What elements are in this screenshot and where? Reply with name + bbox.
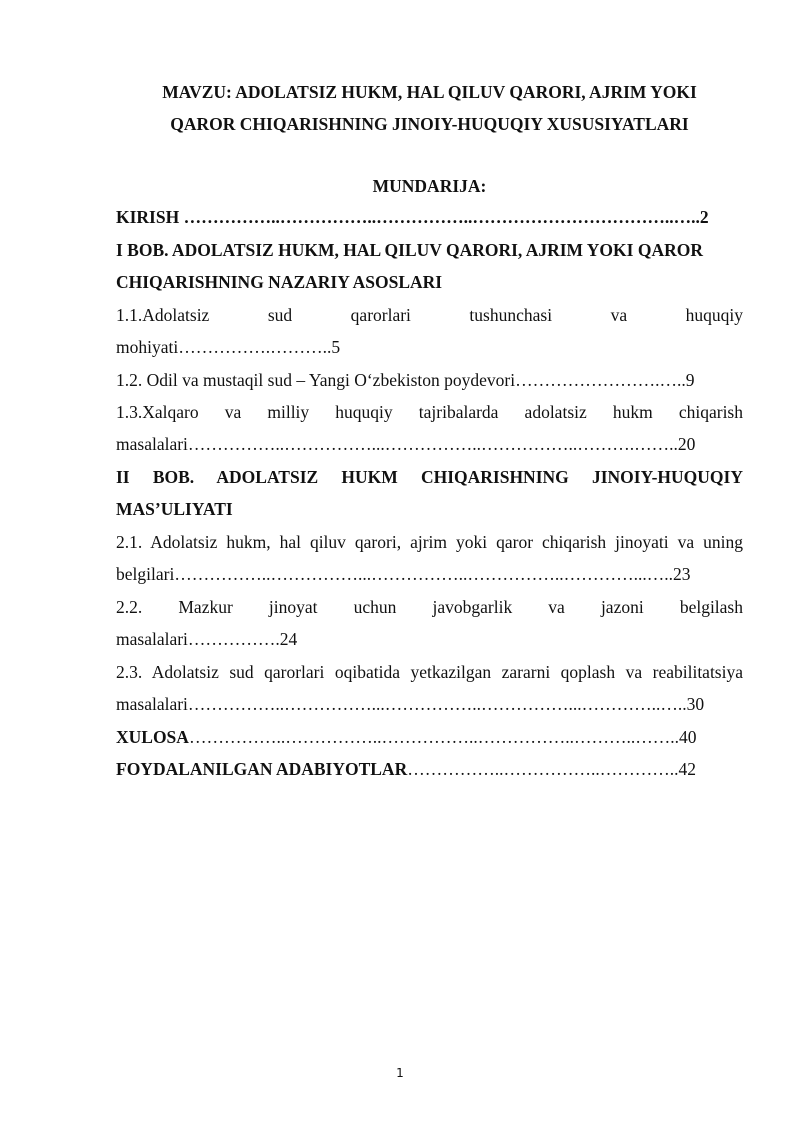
toc-bob2-line2: MAS’ULIYATI: [116, 499, 233, 519]
toc-foydalanilgan: [116, 757, 743, 781]
document-title: [116, 76, 743, 140]
toc-bob1-line1: I BOB. ADOLATSIZ HUKM, HAL QILUV QARORI, AJRIM YOKI QAROR: [116, 240, 703, 260]
toc-s21-line1: 2.1. Adolatsiz hukm, hal qiluv qarori, ajrim yoki qaror chiqarish jinoyati va uning: [116, 532, 743, 552]
toc-heading: MUNDARIJA:: [372, 176, 487, 196]
toc-s11-line2: mohiyati…………….………..5: [116, 337, 341, 357]
toc-xulosa: [116, 725, 743, 749]
toc-kirish: [116, 205, 743, 229]
title-line-1: MAVZU: ADOLATSIZ HUKM, HAL QILUV QARORI, AJRIM YOKI: [162, 82, 697, 102]
toc-bob2-line1: II BOB. ADOLATSIZ HUKM CHIQARISHNING JINOIY-HUQUQIY: [116, 467, 743, 487]
toc-xulosa-label: XULOSA: [116, 727, 189, 747]
toc-bob1-line2: CHIQARISHNING NAZARIY ASOSLARI: [116, 272, 443, 292]
toc-xulosa-dots: ……………..……………..……………..……………..………..……..40: [188, 727, 697, 747]
toc-s22-line1: 2.2. Mazkur jinoyat uchun javobgarlik va jazoni belgilash: [116, 597, 743, 617]
toc-kirish-text: KIRISH ……………..……………..……………..……………………………..…..2: [116, 207, 709, 227]
toc-s13-line2: masalalari……………..……………...……………..……………..……….……..20: [116, 434, 696, 454]
toc-s23-line2: masalalari……………..……………...……………..……………...…………..…..30: [116, 694, 705, 714]
toc-foydalanilgan-dots: ……………..……………..…………..42: [407, 759, 696, 779]
toc-s12: 1.2. Odil va mustaqil sud – Yangi O‘zbekiston poydevori…………………….…..9: [116, 370, 695, 390]
toc-s22-line2: masalalari…………….24: [116, 629, 298, 649]
title-line-2: QAROR CHIQARISHNING JINOIY-HUQUQIY XUSUSIYATLARI: [170, 114, 689, 134]
toc-s23-line1: 2.3. Adolatsiz sud qarorlari oqibatida yetkazilgan zararni qoplash va reabilitatsiya: [116, 662, 743, 682]
toc-s11-line1: 1.1.Adolatsiz sud qarorlari tushunchasi va huquqiy: [116, 305, 743, 325]
toc-s21-line2: belgilari……………..……………...……………..……………..…………...…..23: [116, 564, 691, 584]
toc-s13-line1: 1.3.Xalqaro va milliy huquqiy tajribalarda adolatsiz hukm chiqarish: [116, 402, 743, 422]
toc-foydalanilgan-label: FOYDALANILGAN ADABIYOTLAR: [116, 759, 408, 779]
page-number: 1: [396, 1066, 404, 1080]
